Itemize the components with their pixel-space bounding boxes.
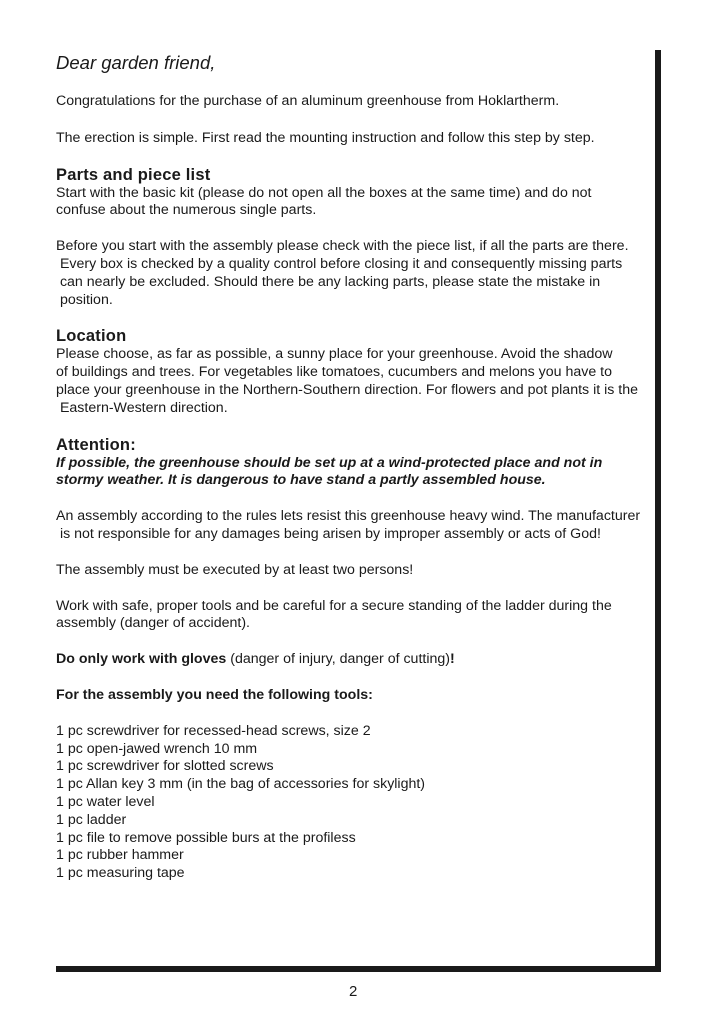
paragraph-line: Eastern-Western direction. <box>56 399 228 416</box>
paragraph-line: The assembly must be executed by at least two persons! <box>56 561 414 578</box>
section-heading-location: Location <box>56 327 127 346</box>
section-heading-parts: Parts and piece list <box>56 165 211 184</box>
document-body <box>56 52 661 883</box>
paragraph-line: Work with safe, proper tools and be careful for a secure standing of the ladder during the <box>56 597 612 614</box>
list-item: 1 pc screwdriver for recessed-head screws, size 2 <box>56 722 371 739</box>
page-number: 2 <box>349 983 358 1000</box>
gloves-exclamation: ! <box>450 651 455 668</box>
list-item: 1 pc rubber hammer <box>56 847 184 864</box>
paragraph-line: is not responsible for any damages being arisen by improper assembly or acts of God! <box>56 525 601 542</box>
paragraph-line: Please choose, as far as possible, a sunny place for your greenhouse. Avoid the shadow <box>56 346 613 363</box>
greeting: Dear garden friend, <box>56 52 216 73</box>
list-item: 1 pc ladder <box>56 811 127 828</box>
list-item: 1 pc file to remove possible burs at the profiless <box>56 829 356 846</box>
gloves-emphasis: Do only work with gloves <box>56 651 227 668</box>
paragraph-line: position. <box>56 291 113 308</box>
list-item: 1 pc open-jawed wrench 10 mm <box>56 740 258 757</box>
paragraph-line: assembly (danger of accident). <box>56 615 250 632</box>
list-item: 1 pc screwdriver for slotted screws <box>56 758 274 775</box>
tools-heading: For the assembly you need the following tools: <box>56 686 373 703</box>
paragraph-line: place your greenhouse in the Northern-Southern direction. For flowers and pot plants it is the <box>56 381 639 398</box>
paragraph-line: can nearly be excluded. Should there be any lacking parts, please state the mistake in <box>56 273 601 290</box>
paragraph-line: An assembly according to the rules lets resist this greenhouse heavy wind. The manufacturer <box>56 508 641 525</box>
page-frame-bottom <box>56 966 661 972</box>
paragraph-line: Start with the basic kit (please do not open all the boxes at the same time) and do not <box>56 184 592 201</box>
gloves-note: (danger of injury, danger of cutting) <box>226 651 450 668</box>
list-item: 1 pc measuring tape <box>56 865 185 882</box>
intro-line: The erection is simple. First read the mounting instruction and follow this step by step. <box>56 129 595 146</box>
tools-list <box>56 723 661 883</box>
paragraph-line: Every box is checked by a quality control before closing it and consequently missing parts <box>56 255 623 272</box>
paragraph-line: Before you start with the assembly please check with the piece list, if all the parts are there. <box>56 238 629 255</box>
warning-line: If possible, the greenhouse should be set up at a wind-protected place and not in <box>56 454 603 471</box>
list-item: 1 pc water level <box>56 793 155 810</box>
list-item: 1 pc Allan key 3 mm (in the bag of accessories for skylight) <box>56 776 426 793</box>
paragraph-line: of buildings and trees. For vegetables like tomatoes, cucumbers and melons you have to <box>56 364 612 381</box>
gloves-line <box>56 651 661 669</box>
paragraph-line: confuse about the numerous single parts. <box>56 202 317 219</box>
intro-line: Congratulations for the purchase of an aluminum greenhouse from Hoklartherm. <box>56 93 560 109</box>
warning-line: stormy weather. It is dangerous to have stand a partly assembled house. <box>56 472 546 489</box>
section-heading-attention: Attention: <box>56 435 136 454</box>
